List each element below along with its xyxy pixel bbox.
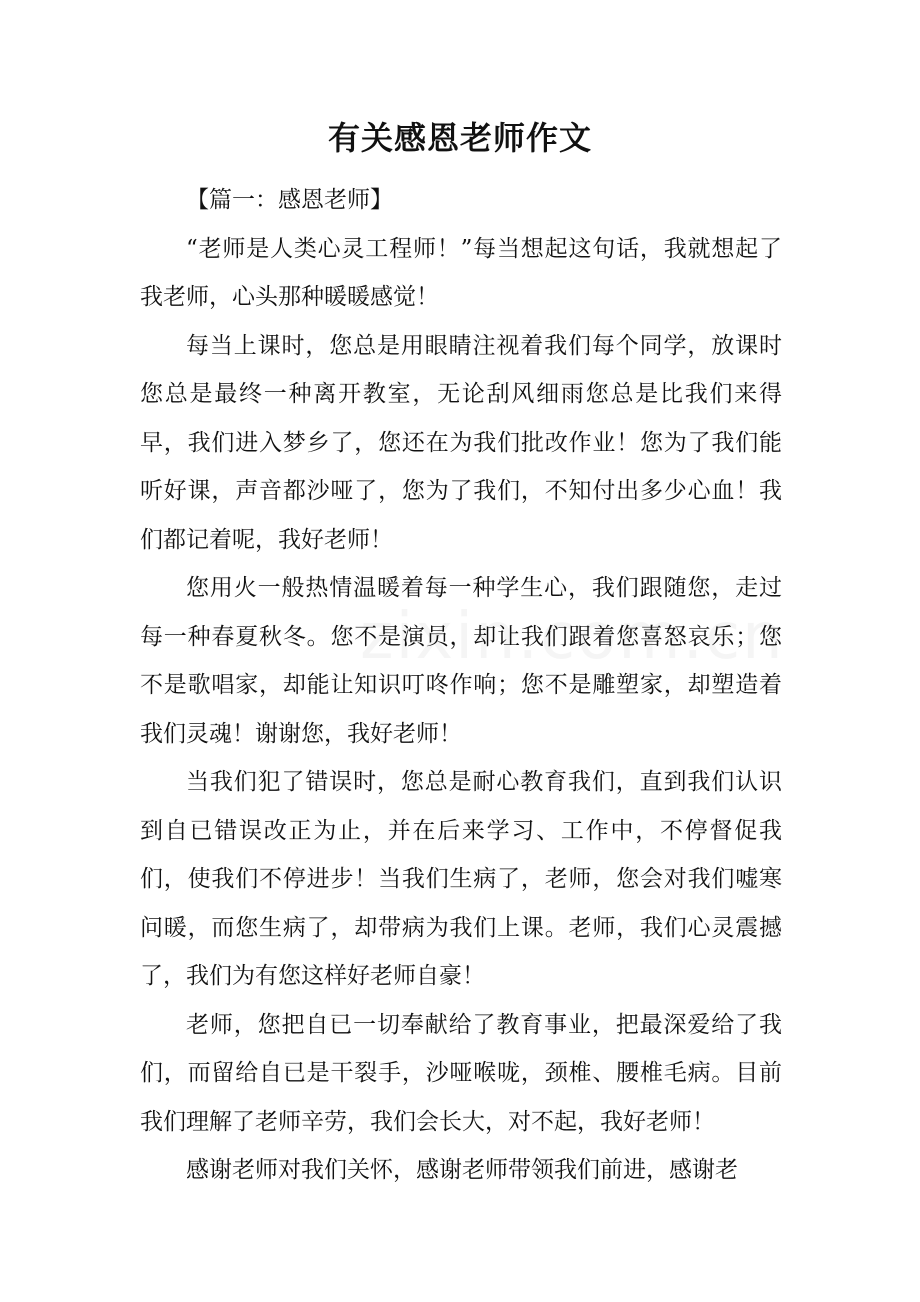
section-heading: 【篇一：感恩老师】 <box>186 187 393 213</box>
paragraph-2: 每当上课时，您总是用眼睛注视着我们每个同学，放课时您总是最终一种离开教室，无论刮风细雨您总是比我们来得早，我们进入梦乡了，您还在为我们批改作业！您为了我们能听好课，声音都沙哑了，您为了我们，不知付出多少心血！我们都记着呢，我好老师！ <box>140 332 782 553</box>
document-body <box>140 176 782 1195</box>
paragraph-4: 当我们犯了错误时，您总是耐心教育我们，直到我们认识到自已错误改正为止，并在后来学习、工作中，不停督促我们，使我们不停进步！当我们生病了，老师，您会对我们嘘寒问暖，而您生病了，却带病为我们上课。老师，我们心灵震撼了，我们为有您这样好老师自豪！ <box>140 769 782 989</box>
paragraph-6: 感谢老师对我们关怀，感谢老师带领我们前进，感谢老 <box>186 1157 738 1183</box>
paragraph-3: 您用火一般热情温暖着每一种学生心，我们跟随您，走过每一种春夏秋冬。您不是演员，却让我们跟着您喜怒哀乐；您不是歌唱家，却能让知识叮咚作响；您不是雕塑家，却塑造着我们灵魂！谢谢您，我好老师！ <box>140 575 782 747</box>
document-title: 有关感恩老师作文 <box>327 119 592 157</box>
paragraph-5: 老师，您把自已一切奉献给了教育事业，把最深爱给了我们，而留给自已是干裂手，沙哑喉咙，颈椎、腰椎毛病。目前我们理解了老师辛劳，我们会长大，对不起，我好老师！ <box>140 1011 782 1135</box>
paragraph-1: “老师是人类心灵工程师！”每当想起这句话，我就想起了我老师，心头那种暖暖感觉！ <box>140 235 782 310</box>
